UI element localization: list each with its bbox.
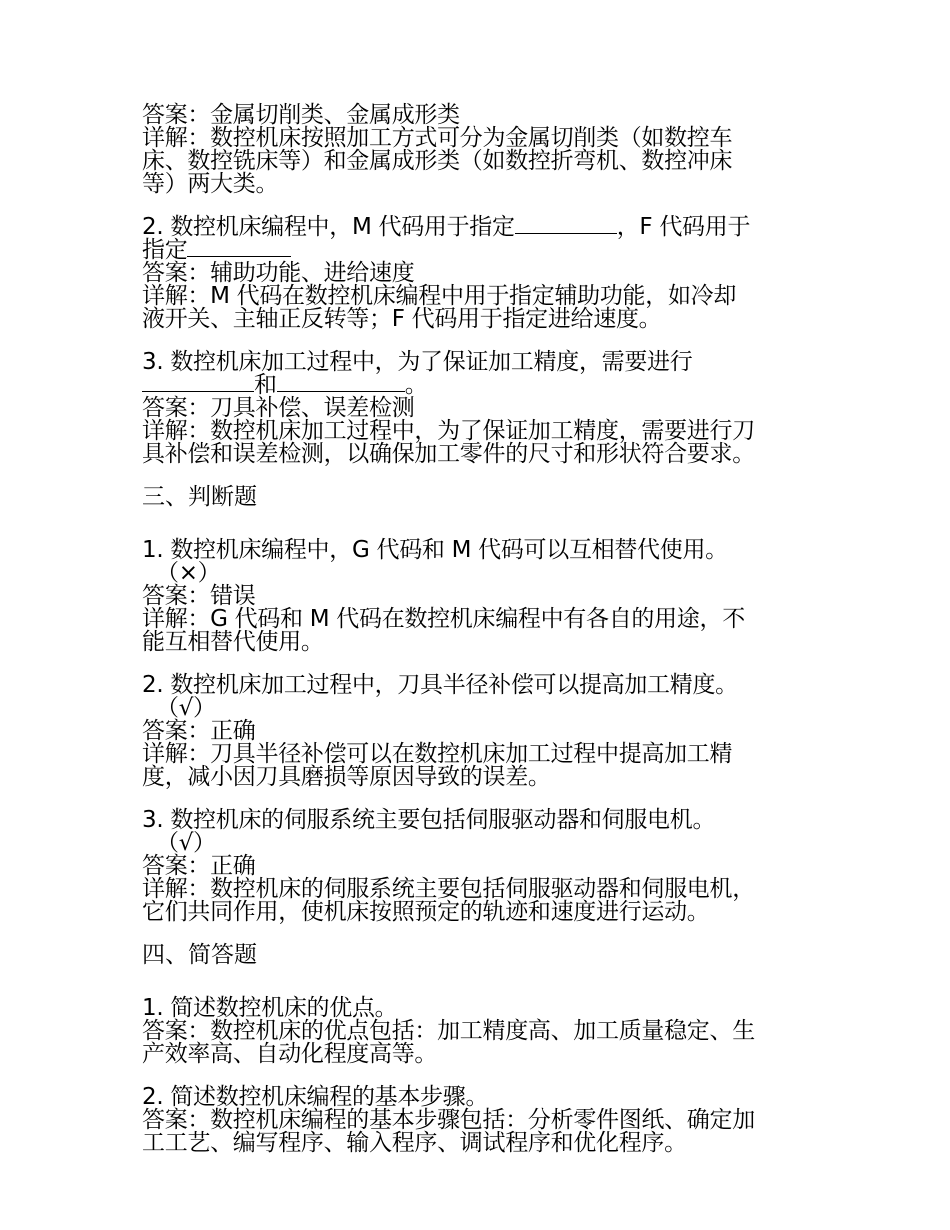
question-line: 2. 简述数控机床编程的基本步骤。 — [142, 1084, 489, 1110]
question-line — [142, 216, 812, 239]
fill-blank-item-2 — [142, 216, 812, 331]
explanation-line: 液开关、主轴正反转等；F 代码用于指定进给速度。 — [142, 306, 662, 332]
answer-blank — [515, 217, 617, 234]
question-line: 1. 数控机床编程中，G 代码和 M 代码可以互相替代使用。 — [142, 537, 728, 563]
judge-mark: （√） — [156, 695, 216, 721]
explanation-line: 床、数控铣床等）和金属成形类（如数控折弯机、数控冲床 — [142, 148, 733, 174]
explanation-line: 它们共同作用，使机床按照预定的轨迹和速度进行运动。 — [142, 899, 710, 925]
answer-line: 答案：数控机床编程的基本步骤包括：分析零件图纸、确定加 — [142, 1107, 755, 1133]
answer-line: 答案：辅助功能、进给速度 — [142, 260, 415, 286]
answer-line: 答案：正确 — [142, 853, 256, 879]
question-text: 和 — [254, 372, 277, 398]
fill-blank-item-3 — [142, 351, 812, 466]
explanation-line: 详解：数控机床按照加工方式可分为金属切削类（如数控车 — [142, 125, 733, 151]
question-text: 指定 — [142, 237, 188, 263]
question-line — [142, 374, 812, 397]
question-text: ，F 代码用于 — [616, 214, 751, 240]
answer-line: 工工艺、编写程序、输入程序、调试程序和优化程序。 — [142, 1130, 687, 1156]
question-line: 1. 简述数控机床的优点。 — [142, 995, 398, 1021]
section-heading-short-answer: 四、简答题 — [142, 942, 257, 968]
short-answer-item-1 — [142, 997, 812, 1066]
judge-item-3 — [142, 809, 812, 924]
explanation-line: 等）两大类。 — [142, 171, 279, 197]
question-text: 。 — [404, 372, 428, 398]
answer-blank — [277, 375, 405, 392]
short-answer-item-2 — [142, 1086, 812, 1155]
section-heading-judge: 三、判断题 — [142, 484, 257, 510]
explanation-line: 详解：数控机床的伺服系统主要包括伺服驱动器和伺服电机， — [142, 876, 755, 902]
explanation-line: 详解：G 代码和 M 代码在数控机床编程中有各自的用途，不 — [142, 606, 745, 632]
explanation-line: 详解：刀具半径补偿可以在数控机床加工过程中提高加工精 — [142, 741, 733, 767]
judge-mark: （×） — [156, 560, 221, 586]
answer-blank — [142, 375, 254, 392]
answer-line: 答案：金属切削类、金属成形类 — [142, 102, 460, 128]
explanation-line: 具补偿和误差检测，以确保加工零件的尺寸和形状符合要求。 — [142, 441, 755, 467]
question-line: 3. 数控机床的伺服系统主要包括伺服驱动器和伺服电机。 — [142, 807, 716, 833]
question-line: 3. 数控机床加工过程中，为了保证加工精度，需要进行 — [142, 349, 693, 375]
answer-line: 答案：正确 — [142, 718, 256, 744]
explanation-line: 详解：数控机床加工过程中，为了保证加工精度，需要进行刀 — [142, 418, 755, 444]
answer-blank — [187, 240, 291, 257]
answer-line: 产效率高、自动化程度高等。 — [142, 1041, 438, 1067]
judge-mark: （√） — [156, 830, 216, 856]
judge-item-2 — [142, 674, 812, 789]
answer-line: 答案：数控机床的优点包括：加工精度高、加工质量稳定、生 — [142, 1018, 755, 1044]
answer-line: 答案：刀具补偿、误差检测 — [142, 395, 415, 421]
explanation-line: 度，减小因刀具磨损等原因导致的误差。 — [142, 764, 551, 790]
answer-line: 答案：错误 — [142, 583, 256, 609]
question-line — [142, 239, 812, 262]
explanation-line: 详解：M 代码在数控机床编程中用于指定辅助功能，如冷却 — [142, 283, 737, 309]
judge-item-1 — [142, 539, 812, 654]
question-text: 2. 数控机床编程中，M 代码用于指定 — [142, 214, 515, 240]
question-line: 2. 数控机床加工过程中，刀具半径补偿可以提高加工精度。 — [142, 672, 738, 698]
fill-blank-item-1 — [142, 104, 812, 196]
explanation-line: 能互相替代使用。 — [142, 629, 324, 655]
